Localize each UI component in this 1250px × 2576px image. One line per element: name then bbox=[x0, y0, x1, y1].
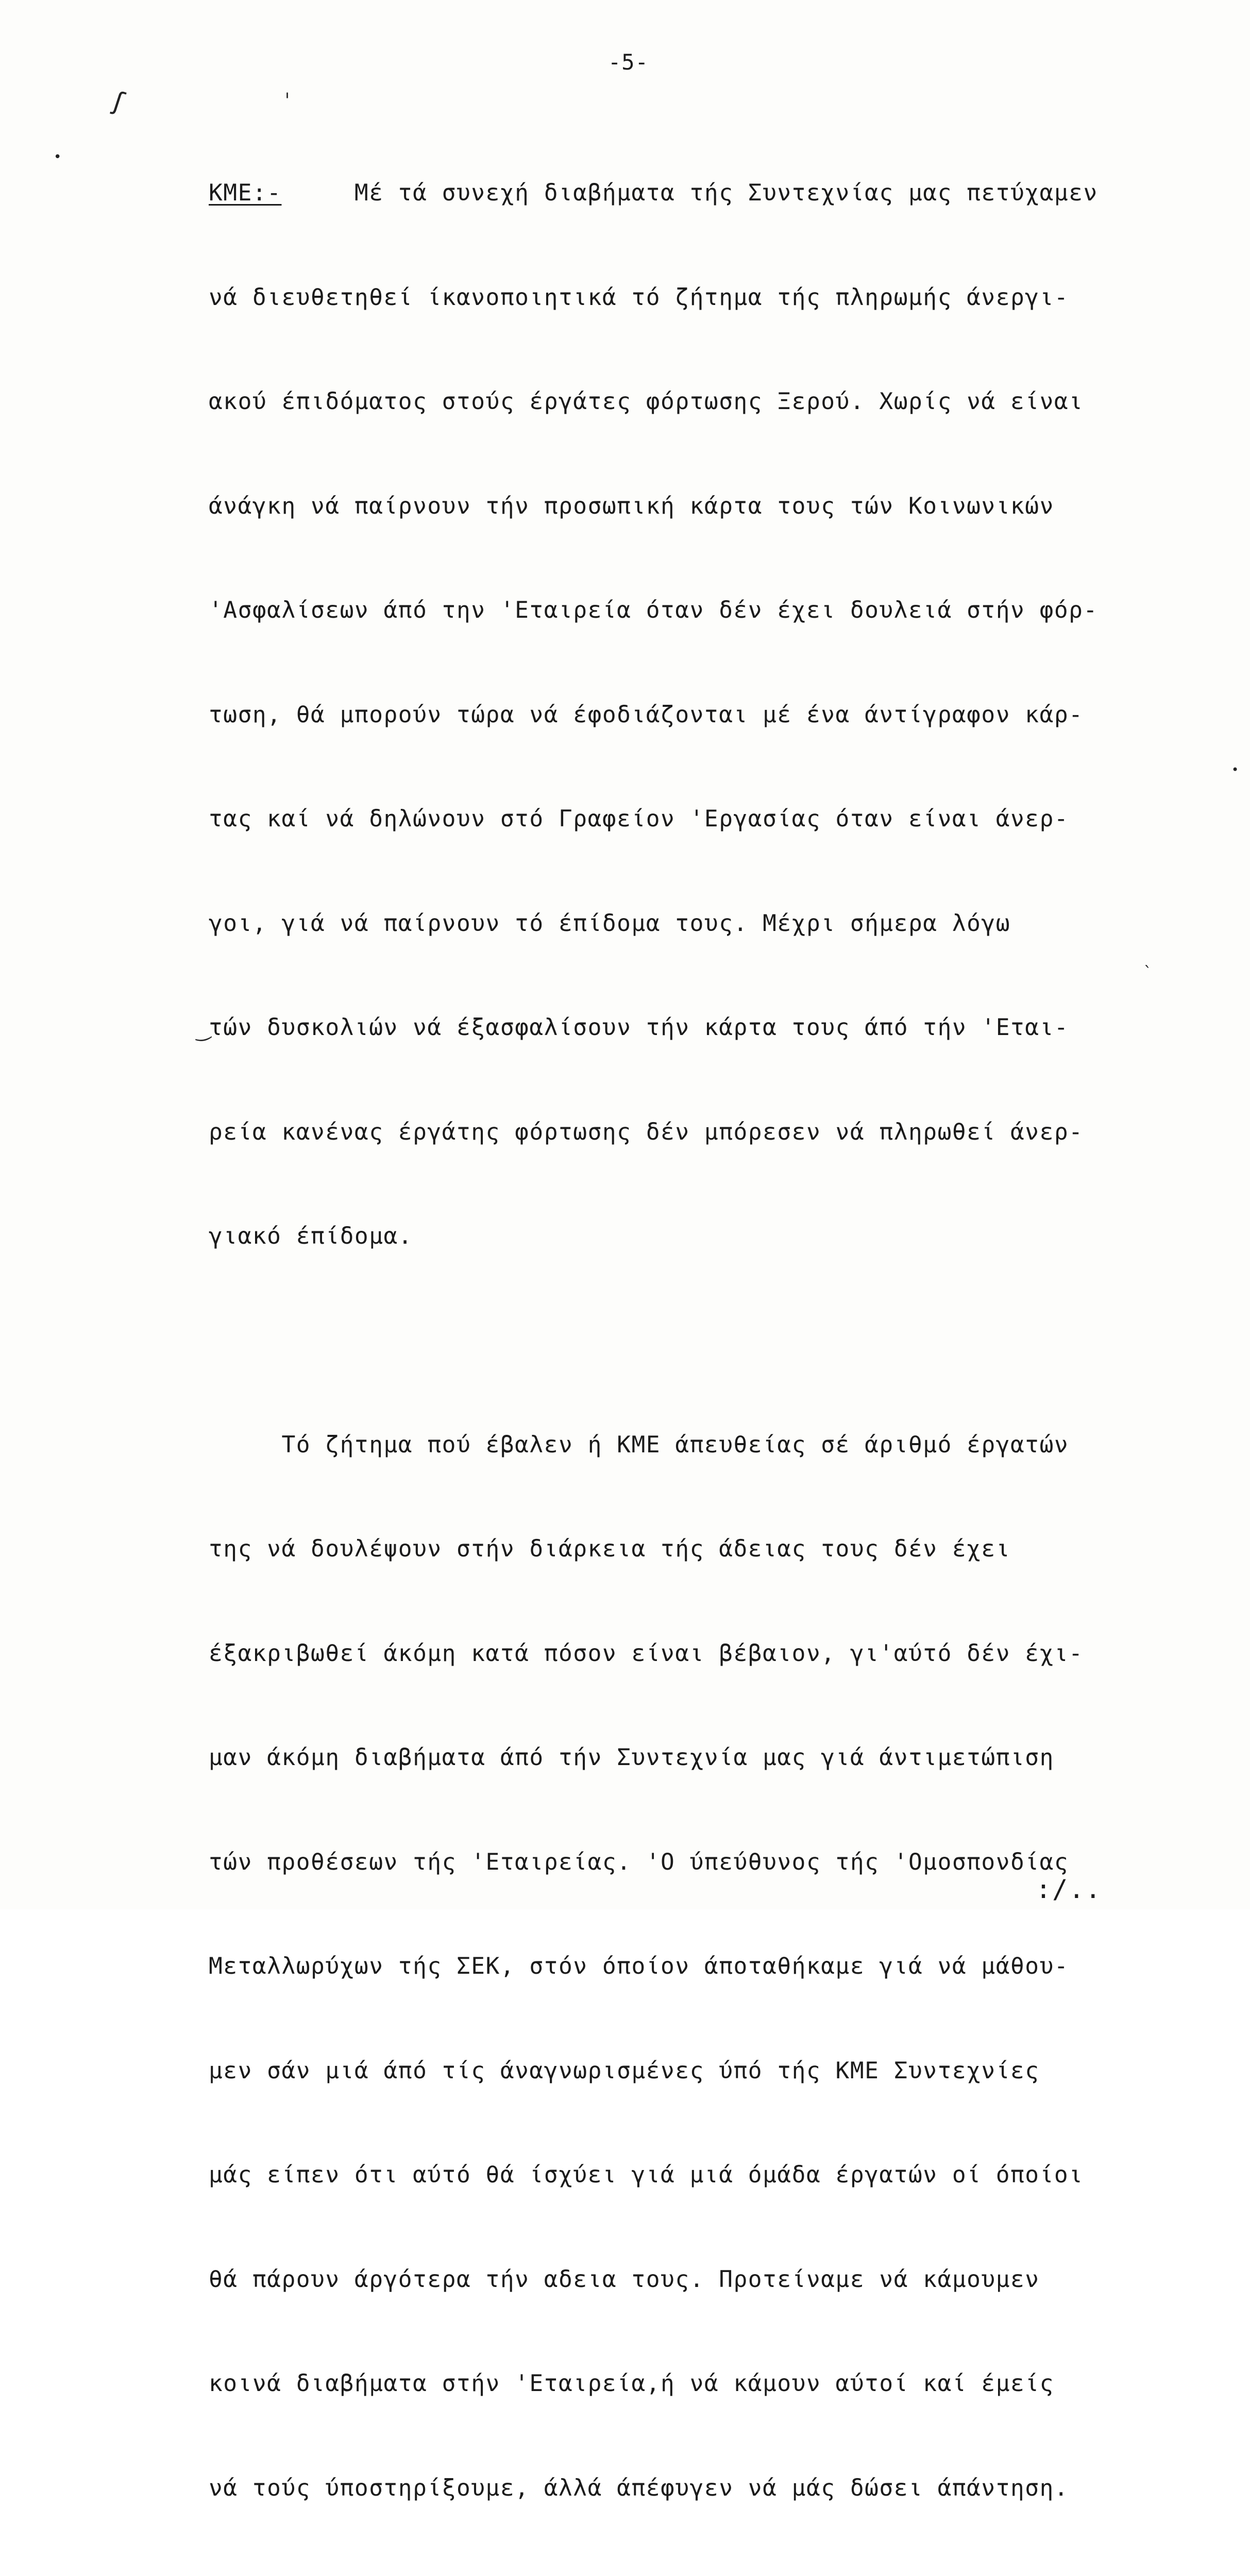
section-heading-kme: ΚΜΕ:- bbox=[209, 180, 282, 206]
paragraph-line: 'Ασφαλίσεων άπό την 'Εταιρεία όταν δέν έχει δουλειά στήν φόρ- bbox=[209, 597, 1098, 623]
paragraph-line: τας καί νά δηλώνουν στό Γραφείον 'Εργασίας όταν είναι άνερ- bbox=[209, 806, 1069, 832]
paragraph-line: Τό ζήτημα πού έβαλεν ή ΚΜΕ άπευθείας σέ άριθμό έργατών bbox=[209, 1431, 1069, 1458]
paragraph-line: τωση, θά μπορούν τώρα νά έφοδιάζονται μέ ένα άντίγραφον κάρ- bbox=[209, 701, 1084, 728]
paragraph-line: νά τούς ύποστηρίξουμε, άλλά άπέφυγεν νά μάς δώσει άπάντηση. bbox=[209, 2475, 1069, 2501]
stray-mark: ˋ bbox=[1144, 963, 1152, 981]
paragraph-line: άνάγκη νά παίρνουν τήν προσωπική κάρτα τους τών Κοινωνικών bbox=[209, 493, 1054, 519]
paragraph-line: της νά δουλέψουν στήν διάρκεια τής άδειας τους δέν έχει bbox=[209, 1536, 1011, 1562]
paragraph-line: νά διευθετηθεί ίκανοποιητικά τό ζήτημα τής πληρωμής άνεργι- bbox=[209, 284, 1069, 311]
handwritten-tick-mark: ˈ bbox=[284, 90, 290, 113]
paragraph-line: ακού έπιδόματος στούς έργάτες φόρτωσης Ξερού. Χωρίς νά είναι bbox=[209, 388, 1084, 415]
line-text: Μέ τά συνεχή διαβήματα τής Συντεχνίας μας πετύχαμεν bbox=[281, 180, 1098, 206]
paragraph-leave bbox=[209, 1358, 1188, 2575]
paragraph-line: Μεταλλωρύχων τής ΣΕΚ, στόν όποίον άποταθήκαμε γιά νά μάθου- bbox=[209, 1953, 1069, 1979]
paragraph-line: κοινά διαβήματα στήν 'Εταιρεία,ή νά κάμουν αύτοί καί έμείς bbox=[209, 2370, 1054, 2397]
paragraph-line: μάς είπεν ότι αύτό θά ίσχύει γιά μιά όμάδα έργατών οί όποίοι bbox=[209, 2162, 1084, 2188]
paragraph-line: τών δυσκολιών νά έξασφαλίσουν τήν κάρτα τους άπό τήν 'Εται- bbox=[209, 1014, 1069, 1041]
page-number: -5- bbox=[608, 49, 649, 75]
margin-dot: • bbox=[1231, 762, 1239, 777]
paragraph-line: έξακριβωθεί άκόμη κατά πόσον είναι βέβαιον, γι'αύτό δέν έχι- bbox=[209, 1640, 1084, 1667]
paragraph-line: θά πάρουν άργότερα τήν αδεια τους. Προτείναμε νά κάμουμεν bbox=[209, 2266, 1040, 2293]
paragraph-kme bbox=[209, 106, 1188, 1324]
paragraph-line: ρεία κανένας έργάτης φόρτωσης δέν μπόρεσεν νά πληρωθεί άνερ- bbox=[209, 1118, 1084, 1145]
margin-dot: • bbox=[54, 149, 62, 165]
document-body bbox=[209, 106, 1188, 2576]
stray-mark: ‿ bbox=[193, 1019, 212, 1043]
continuation-mark: :/.. bbox=[1036, 1874, 1102, 1904]
paragraph-line bbox=[209, 176, 1188, 211]
paragraph-line: τών προθέσεων τής 'Εταιρείας. 'Ο ύπεύθυνος τής 'Ομοσπονδίας bbox=[209, 1849, 1069, 1875]
paragraph-line: μαν άκόμη διαβήματα άπό τήν Συντεχνία μας γιά άντιμετώπιση bbox=[209, 1744, 1054, 1771]
handwritten-tick-mark: ʃ bbox=[110, 86, 128, 117]
paragraph-line: μεν σάν μιά άπό τίς άναγνωρισμένες ύπό τής ΚΜΕ Συντεχνίες bbox=[209, 2057, 1040, 2084]
paragraph-line: γιακό έπίδομα. bbox=[209, 1223, 413, 1249]
paragraph-line: γοι, γιά νά παίρνουν τό έπίδομα τους. Μέχρι σήμερα λόγω bbox=[209, 910, 1011, 937]
